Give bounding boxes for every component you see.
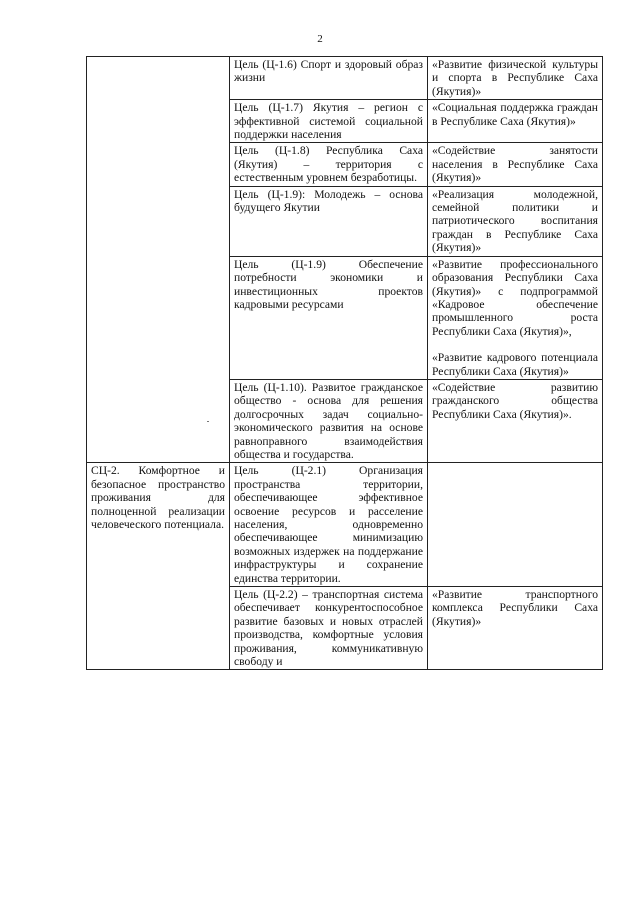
goal-cell: Цель (Ц-1.10). Развитое гражданское общество - основа для решения долгосрочных задач социально-экономического развития на основе равноправного взаимодействия общества и государства. [230, 379, 428, 462]
program-cell [428, 256, 603, 379]
goal-cell: Цель (Ц-1.7) Якутия – регион с эффективной системой социальной поддержки населения [230, 100, 428, 143]
program-name: «Развитие профессионального образования Республики Саха (Якутия)» с подпрограммой «Кадровое обеспечение промышленного роста Республики Саха (Якутия)», [432, 257, 598, 338]
table-row [87, 57, 603, 100]
goal-cell: Цель (Ц-1.8) Республика Саха (Якутия) – территория с естественным уровнем безработицы. [230, 143, 428, 186]
program-cell [428, 143, 603, 186]
program-cell [428, 587, 603, 670]
goal-cell: Цель (Ц-1.9) Обеспечение потребности экономики и инвестиционных проектов кадровыми ресурсами [230, 256, 428, 379]
program-name: «Развитие транспортного комплекса Республики Саха (Якутия)» [432, 588, 598, 628]
program-cell [428, 100, 603, 143]
program-cell [428, 57, 603, 100]
program-name: «Содействие занятости населения в Республике Саха (Якутия)» [432, 144, 598, 185]
scan-mark [207, 421, 209, 422]
strategic-goal-cell [87, 57, 230, 463]
program-cell [428, 186, 603, 256]
program-name: «Содействие развитию гражданского общества Республики Саха (Якутия)». [432, 380, 598, 421]
page-number: 2 [317, 33, 323, 45]
program-name: «Социальная поддержка граждан в Республике Саха (Якутия)» [432, 101, 598, 128]
program-name: «Реализация молодежной, семейной политики и патриотического воспитания граждан в Республике Саха (Якутия)» [432, 187, 598, 255]
goal-cell: Цель (Ц-1.9): Молодежь – основа будущего Якутии [230, 186, 428, 256]
goals-programs-table [86, 56, 603, 670]
goal-cell: Цель (Ц-2.2) – транспортная система обеспечивает конкурентоспособное развитие базовых и новых отраслей производства, комфортные условия проживания, коммуникативную свободу и [230, 587, 428, 670]
goal-cell: Цель (Ц-2.1) Организация пространства территории, обеспечивающее эффективное освоение ресурсов и расселение населения, одновременно обеспечивающее минимизацию возможных издержек на поддержание инфраструктуры и сохранение единства территории. [230, 463, 428, 587]
goal-cell: Цель (Ц-1.6) Спорт и здоровый образ жизни [230, 57, 428, 100]
program-cell [428, 379, 603, 462]
program-cell [428, 463, 603, 587]
program-name: «Развитие кадрового потенциала Республики Саха (Якутия)» [432, 351, 598, 378]
strategic-goal-cell: СЦ-2. Комфортное и безопасное пространство проживания для полноценной реализации человеческого потенциала. [87, 463, 230, 670]
program-name: «Развитие физической культуры и спорта в Республике Саха (Якутия)» [432, 58, 598, 98]
table-row [87, 463, 603, 587]
